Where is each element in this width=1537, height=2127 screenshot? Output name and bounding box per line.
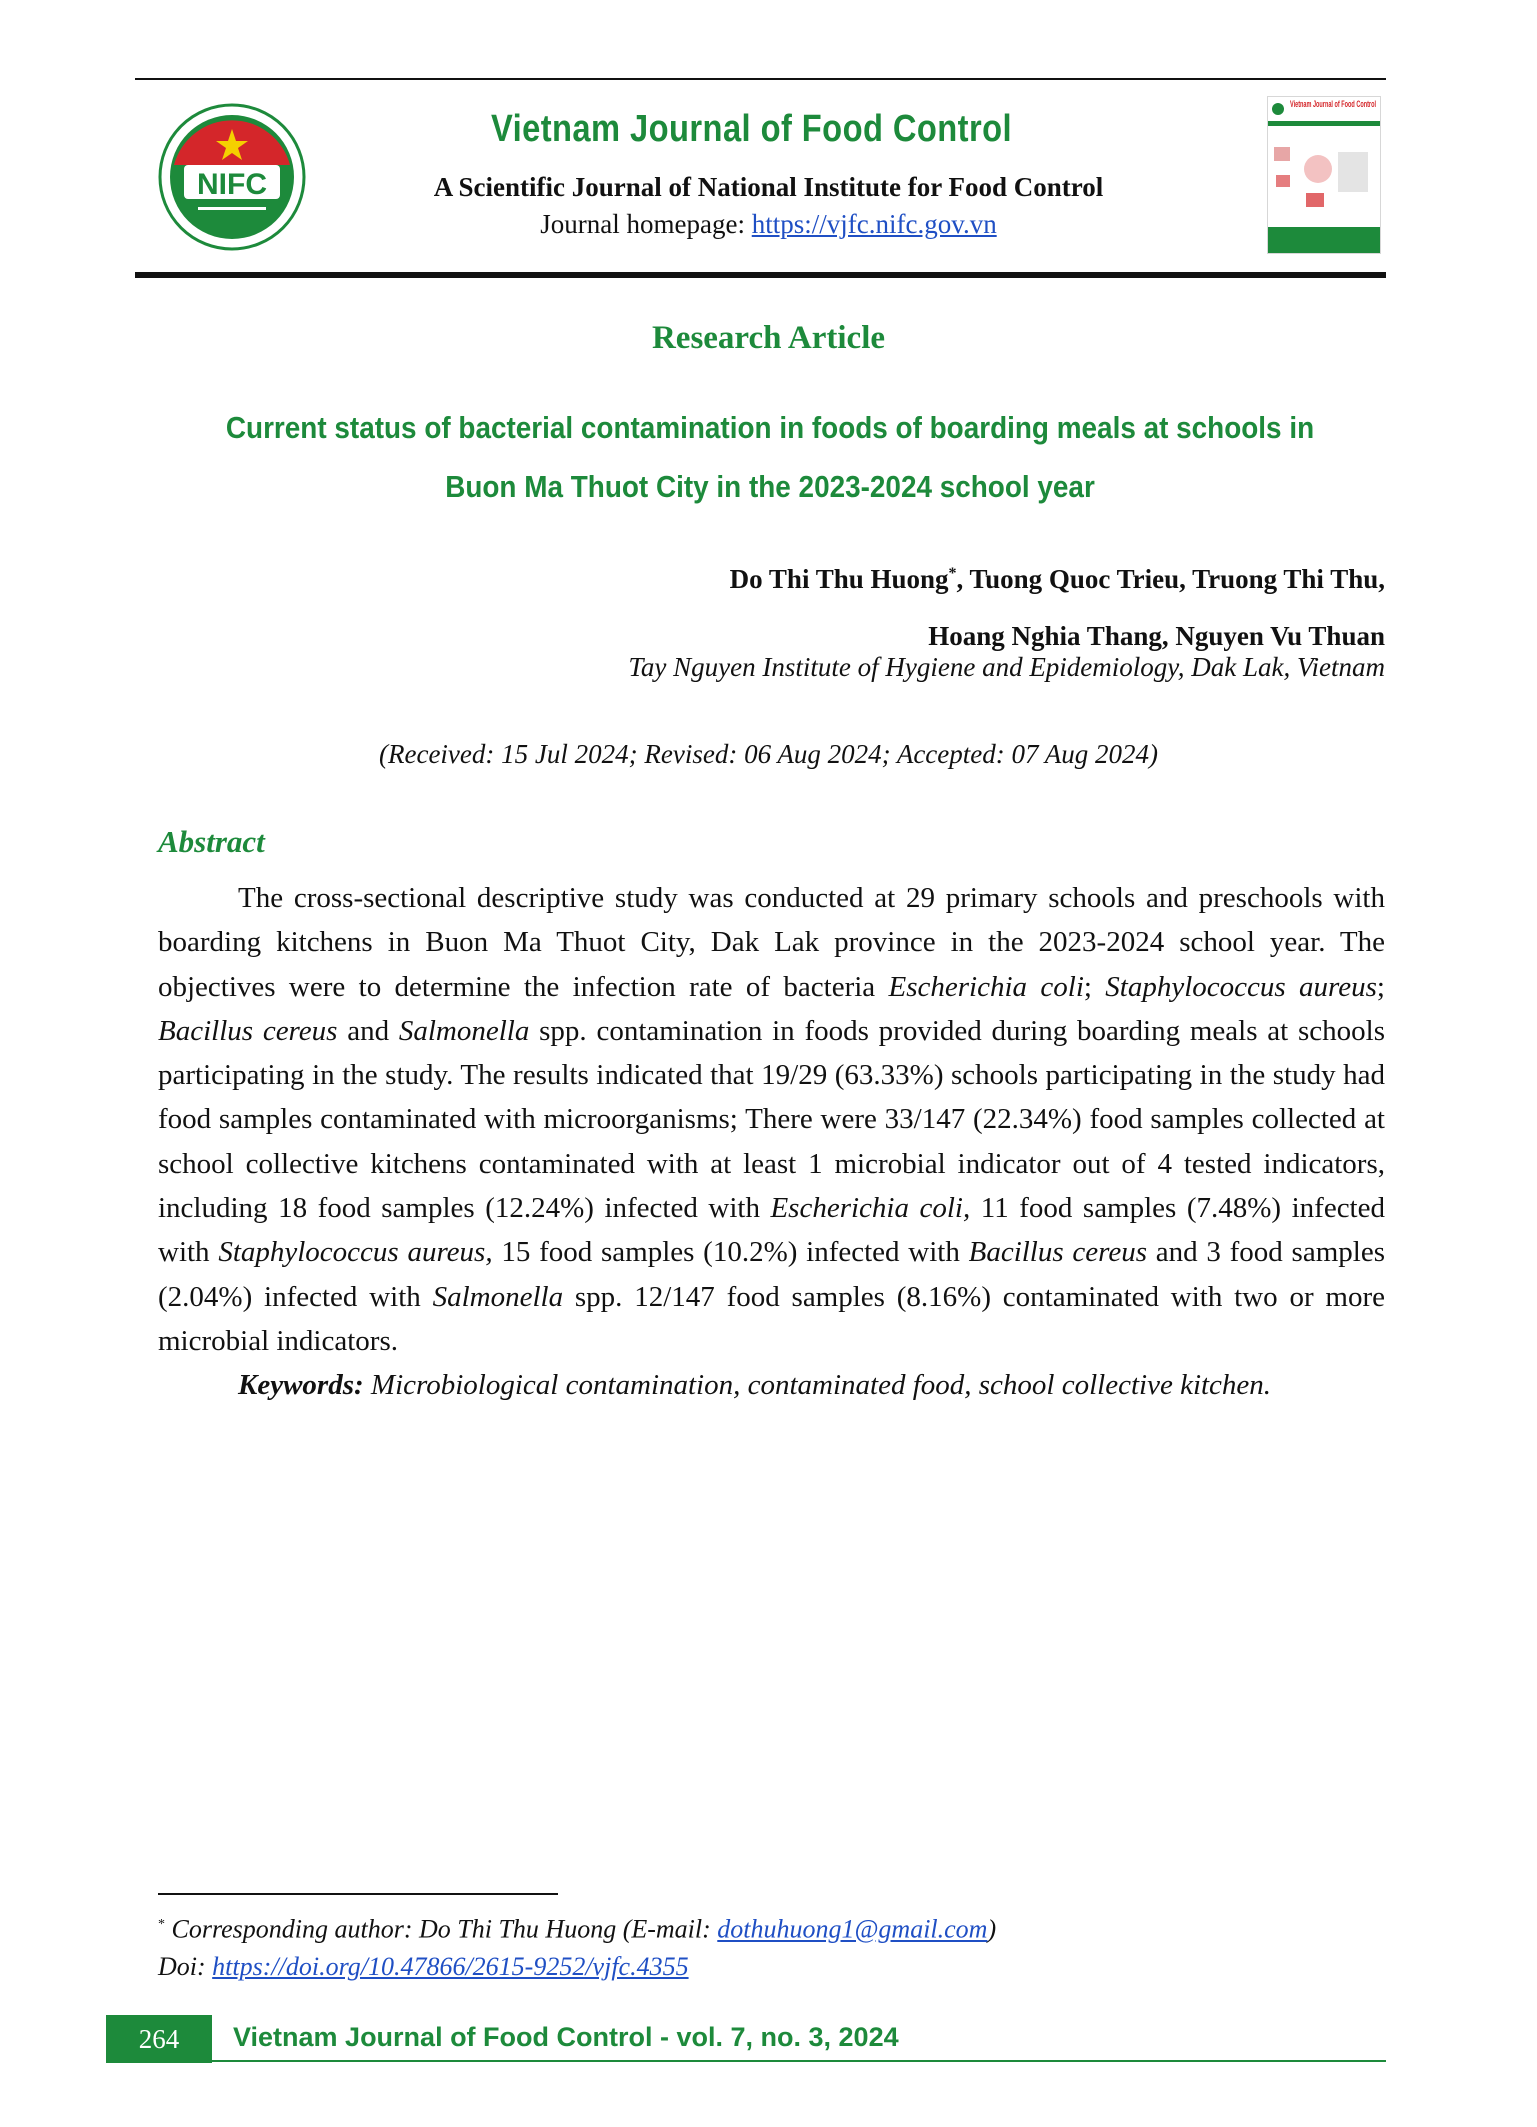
co-authors-1: , Tuong Quoc Trieu, Truong Thi Thu, [956,564,1385,594]
footer-journal-issue: Vietnam Journal of Food Control - vol. 7, no. 3, 2024 [233,2022,899,2052]
article-title [203,398,1337,516]
journal-name: Vietnam Journal of Food Control [490,108,1013,150]
svg-text:NIFC: NIFC [197,168,267,201]
footnote [158,1906,996,1985]
header-top-rule [135,78,1386,80]
abstract-heading: Abstract [158,824,265,859]
journal-subtitle: A Scientific Journal of National Institute for Food Control [433,172,1104,202]
footnote-mark: * [158,1917,165,1932]
title-line-1: Current status of bacterial contamination in foods of boarding meals at schools in [225,410,1315,445]
doi-link[interactable]: https://doi.org/10.47866/2615-9252/vjfc.4355 [212,1951,689,1981]
page-number: 264 [106,2015,212,2063]
journal-cover-thumbnail [1267,96,1381,254]
keywords-list: Microbiological contamination, contaminated food, school collective kitchen. [363,1369,1272,1402]
species-name: Staphylococcus aureus, [218,1236,493,1269]
homepage-label: Journal homepage: [540,209,752,239]
cover-illustration [1268,97,1380,253]
received-dates: (Received: 15 Jul 2024; Revised: 06 Aug 2024; Accepted: 07 Aug 2024) [379,739,1158,769]
doi-note [158,1948,996,1985]
abstract-text: spp. 12/147 food samples (8.16%) contaminated with two or more microbial indicators. [158,1280,1385,1357]
corresponding-author-name: Do Thi Thu Huong [729,564,949,594]
species-name: Bacillus cereus [968,1236,1148,1269]
corresponding-author-note [158,1906,996,1948]
species-name: Salmonella [432,1280,564,1313]
footer-rule [212,2060,1386,2062]
title-line-2: Buon Ma Thuot City in the 2023-2024 school year [445,469,1095,504]
abstract-paragraph [158,876,1385,1363]
svg-text:Vietnam Journal of Food Contro: Vietnam Journal of Food Control [1290,99,1376,109]
footnote-rule [158,1893,558,1895]
abstract-text: ; [1376,970,1385,1003]
abstract-text: and 3 food samples (2.04%) infected with [158,1236,1385,1313]
abstract-text: spp. contamination in foods provided during boarding meals at schools participating in the study. The results indicated that 19/29 (63.33%) schools participating in the study had food samples contaminated with microorganisms; There were 33/147 (22.34%) food samples collected at school collective kitchens contaminated with at least 1 microbial indicator out of 4 tested indicators, including 18 food samples (12.24%) infected with [158,1014,1385,1225]
species-name: Staphylococcus aureus [1105,970,1377,1003]
footnote-text: Corresponding author: Do Thi Thu Huong (E-mail: [165,1914,718,1944]
keywords-label: Keywords: [238,1369,364,1402]
abstract-text: 15 food samples (10.2%) infected with [492,1236,969,1269]
author-list [730,545,1385,665]
species-name: Salmonella [398,1014,530,1047]
species-name: Escherichia coli, [770,1192,971,1225]
affiliation: Tay Nguyen Institute of Hygiene and Epidemiology, Dak Lak, Vietnam [628,652,1385,682]
footnote-text: ) [987,1914,997,1944]
abstract-text: The cross-sectional descriptive study was conducted at 29 primary schools and preschools with boarding kitchens in Buon Ma Thuot City, Dak Lak province in the 2023-2024 school year. The objectives were to determine the infection rate of bacteria [158,882,1385,1003]
species-name: Escherichia coli [888,970,1084,1003]
abstract-text: and [337,1014,399,1047]
email-link[interactable]: dothuhuong1@gmail.com [717,1914,988,1944]
abstract-body [158,876,1385,1408]
keywords [158,1363,1385,1407]
doi-label: Doi: [158,1951,213,1981]
abstract-text: ; [1083,970,1106,1003]
homepage-link[interactable]: https://vjfc.nifc.gov.vn [751,209,997,239]
header-bottom-rule [135,272,1386,278]
corresponding-mark: * [948,565,957,582]
authors-line-2: Hoang Nghia Thang, Nguyen Vu Thuan [928,621,1385,651]
species-name: Bacillus cereus [158,1014,338,1047]
abstract-text: 11 food samples (7.48%) infected with [158,1192,1385,1269]
article-type: Research Article [651,320,886,356]
authors-line-1 [730,545,1385,608]
